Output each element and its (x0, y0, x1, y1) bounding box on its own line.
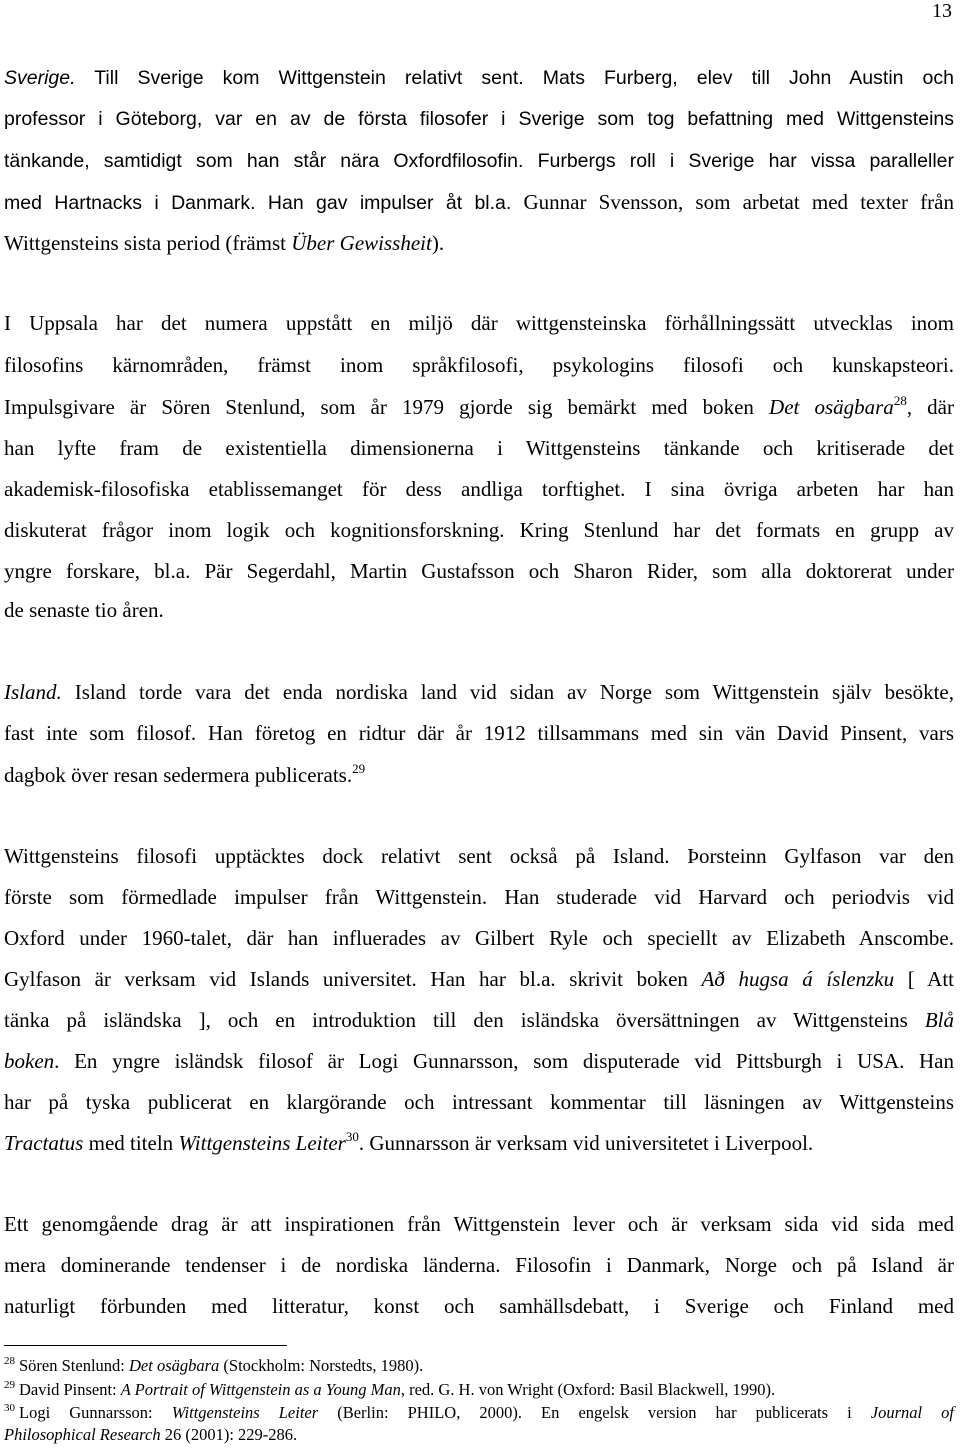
paragraph-island-line-3: dagbok över resan sedermera publicerats.$^{29}$ (4, 761, 366, 787)
paragraph-uppsala-line-3: Impulsgivare är Sören Stenlund, som år 1979 gjorde sig bemärkt med boken Det osägbara$^{28}$, där (4, 393, 954, 419)
paragraph-uppsala-line-4: han lyfte fram de existentiella dimensionerna i Wittgensteins tänkande och kritiserade det (4, 436, 954, 460)
paragraph-gylfason-line-5: tänka på isländska ], och en introduktion till den isländska översättningen av Wittgensteins Blå (4, 1008, 954, 1032)
footnote-30-continued: Philosophical Research 26 (2001): 229-286. (4, 1425, 298, 1444)
paragraph-gylfason-line-7: har på tyska publicerat en klargörande och intressant kommentar till läsningen av Wittgensteins (4, 1090, 954, 1114)
section-heading-island: Island. (4, 680, 62, 704)
paragraph-uppsala-line-8: de senaste tio åren. (4, 598, 164, 622)
paragraph-conclusion-line-2: mera dominerande tendenser i de nordiska länderna. Filosofin i Danmark, Norge och på Island är (4, 1253, 954, 1277)
paragraph-sweden-line-5: Wittgensteins sista period (främst Über Gewissheit). (4, 231, 445, 255)
paragraph-gylfason-line-2: förste som förmedlade impulser från Wittgenstein. Han studerade vid Harvard och periodvis vid (4, 885, 954, 909)
paragraph-uppsala-line-5: akademisk-filosofiska etablissemanget för dess andliga torftighet. I sina övriga arbeten har han (4, 477, 954, 501)
book-title: Blå (924, 1008, 954, 1032)
footnote-30: $^{30}$ Logi Gunnarsson: Wittgensteins Leiter (Berlin: PHILO, 2000). En engelsk version har publicerats i Journal of (4, 1402, 954, 1422)
section-heading-sverige: Sverige. (4, 67, 76, 89)
paragraph-gylfason-line-6: boken. En yngre isländsk filosof är Logi Gunnarsson, som disputerade vid Pittsburgh i USA. Han (4, 1049, 954, 1073)
footnote-ref-30[interactable]: 30 (345, 1129, 359, 1144)
footnote-ref-29[interactable]: 29 (352, 761, 366, 776)
page-number: 13 (932, 0, 952, 22)
paragraph-gylfason-line-1: Wittgensteins filosofi upptäcktes dock relativt sent också på Island. Þorsteinn Gylfason var den (4, 844, 954, 868)
paragraph-uppsala-line-1: I Uppsala har det numera uppstått en miljö där wittgensteinska förhållningssätt utvecklas inom (4, 311, 954, 335)
book-title: Det osägbara (769, 395, 894, 419)
paragraph-gylfason-line-8: Tractatus med titeln Wittgensteins Leiter$^{30}$. Gunnarsson är verksam vid universitetet i Liverpool. (4, 1129, 814, 1155)
paragraph-uppsala-line-6: diskuterat frågor inom logik och kognitionsforskning. Kring Stenlund har det formats en grupp av (4, 518, 954, 542)
footnote-28: $^{28}$ Sören Stenlund: Det osägbara (Stockholm: Norstedts, 1980). (4, 1355, 424, 1375)
paragraph-conclusion-line-1: Ett genomgående drag är att inspirationen från Wittgenstein lever och är verksam sida vid sida med (4, 1212, 954, 1236)
paragraph-island-line-1: Island. Island torde vara det enda nordiska land vid sidan av Norge som Wittgenstein själv besökte, (4, 680, 954, 704)
paragraph-conclusion-line-3: naturligt förbunden med litteratur, konst och samhällsdebatt, i Sverige och Finland med (4, 1294, 954, 1318)
paragraph-uppsala-line-2: filosofins kärnområden, främst inom språkfilosofi, psykologins filosofi och kunskapsteori. (4, 353, 954, 377)
paragraph-sweden-line-2: professor i Göteborg, var en av de första filosofer i Sverige som tog befattning med Wittgensteins (4, 108, 954, 130)
footnote-29: $^{29}$ David Pinsent: A Portrait of Wittgenstein as a Young Man, red. G. H. von Wright (Oxford: Basil Blackwell, 1990). (4, 1379, 776, 1399)
paragraph-sweden-line-1: Sverige. Till Sverige kom Wittgenstein relativt sent. Mats Furberg, elev till John Austin och (4, 67, 954, 89)
paragraph-gylfason-line-3: Oxford under 1960-talet, där han influerades av Gilbert Ryle och speciellt av Elizabeth Anscombe. (4, 926, 954, 950)
book-title: Tractatus (4, 1131, 84, 1155)
book-title: Über Gewissheit (291, 231, 432, 255)
book-title: Að hugsa á íslenzku (701, 967, 895, 991)
paragraph-island-line-2: fast inte som filosof. Han företog en ridtur där år 1912 tillsammans med sin vän David Pinsent, vars (4, 721, 954, 745)
book-title: boken (4, 1049, 55, 1073)
paragraph-gylfason-line-4: Gylfason är verksam vid Islands universitet. Han har bl.a. skrivit boken Að hugsa á íslenzku [ Att (4, 967, 955, 991)
footnote-separator (4, 1345, 287, 1346)
paragraph-uppsala-line-7: yngre forskare, bl.a. Pär Segerdahl, Martin Gustafsson och Sharon Rider, som alla doktorerat under (4, 559, 954, 583)
paragraph-sweden-line-3: tänkande, samtidigt som han står nära Oxfordfilosofin. Furbergs roll i Sverige har vissa paralleller (4, 150, 954, 172)
book-title: Wittgensteins Leiter (178, 1131, 346, 1155)
paragraph-sweden-line-4: med Hartnacks i Danmark. Han gav impulser åt bl.a. Gunnar Svensson, som arbetat med texter från (4, 190, 954, 214)
footnote-ref-28[interactable]: 28 (893, 393, 907, 408)
